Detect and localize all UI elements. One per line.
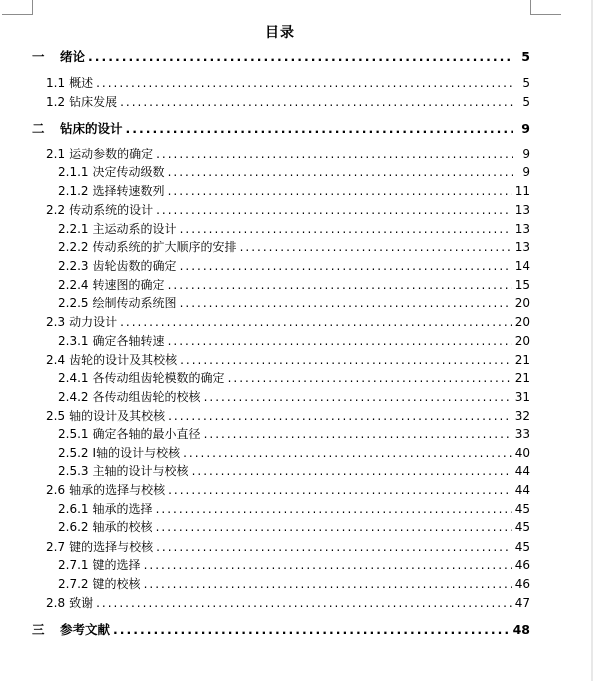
page-corner-mark-left <box>2 0 33 15</box>
toc-page-number: 20 <box>514 296 530 310</box>
toc-dot-leader <box>156 538 512 556</box>
toc-page-number: 21 <box>514 371 530 385</box>
toc-page-number: 21 <box>514 353 530 367</box>
toc-entry-text: 绘制传动系统图 <box>92 296 177 310</box>
toc-entry[interactable] <box>46 93 530 111</box>
toc-entry-number: 二 <box>32 121 45 136</box>
toc-entry-number: 2.4 <box>46 353 66 367</box>
toc-entry-text: 致谢 <box>69 596 94 610</box>
toc-entry-number: 2.2.1 <box>58 222 89 236</box>
toc-dot-leader <box>180 294 512 312</box>
toc-dot-leader <box>144 556 512 574</box>
toc-entry-text: 决定传动级数 <box>92 165 165 179</box>
page-corner-mark-right <box>530 0 561 15</box>
toc-entry[interactable] <box>46 351 530 369</box>
toc-dot-leader <box>120 93 513 111</box>
toc-page-number: 13 <box>514 222 530 236</box>
toc-dot-leader <box>168 407 512 425</box>
toc-page-number: 15 <box>514 278 530 292</box>
toc-page-number: 20 <box>514 315 530 329</box>
toc-entry[interactable] <box>58 163 530 181</box>
toc-entry-number: 2.1.1 <box>58 165 89 179</box>
toc-entry-text: 选择转速数列 <box>92 184 165 198</box>
toc-entry-number: 2.8 <box>46 596 66 610</box>
toc-page-number: 13 <box>514 203 530 217</box>
toc-entry[interactable] <box>58 257 530 275</box>
toc-entry-text: 各传动组齿轮的校核 <box>92 390 201 404</box>
toc-page-number: 5 <box>522 76 530 90</box>
toc-entry-text: 轴的设计及其校核 <box>69 409 166 423</box>
toc-page-number: 47 <box>514 596 530 610</box>
toc-entry[interactable] <box>58 294 530 312</box>
toc-entry[interactable] <box>58 369 530 387</box>
toc-entry-text: 参考文献 <box>60 622 111 637</box>
toc-page-number: 9 <box>521 121 530 136</box>
toc-entry-number: 2.6.1 <box>58 502 89 516</box>
toc-page-number: 14 <box>514 259 530 273</box>
toc-entry[interactable] <box>58 575 530 593</box>
toc-dot-leader <box>96 594 512 612</box>
toc-page-number: 11 <box>514 184 530 198</box>
toc-entry-number: 2.2.3 <box>58 259 89 273</box>
toc-dot-leader <box>180 257 512 275</box>
toc-entry[interactable] <box>46 538 530 556</box>
toc-dot-leader <box>96 74 513 92</box>
toc-entry[interactable] <box>46 481 530 499</box>
toc-entry-number: 2.5.2 <box>58 446 89 460</box>
toc-entry-text: 键的选择与校核 <box>69 540 154 554</box>
toc-entry[interactable] <box>46 313 530 331</box>
toc-dot-leader <box>120 313 512 331</box>
toc-page-number: 45 <box>514 502 530 516</box>
toc-entry-text: Ⅰ轴的设计与校核 <box>92 446 181 460</box>
toc-page-number: 5 <box>522 95 530 109</box>
toc-entry-number: 2.5.3 <box>58 464 89 478</box>
toc-entry[interactable] <box>58 276 530 294</box>
toc-dot-leader <box>156 201 512 219</box>
toc-entry-number: 1.2 <box>46 95 66 109</box>
toc-entry-text: 确定各轴的最小直径 <box>92 427 201 441</box>
toc-dot-leader <box>113 621 510 639</box>
toc-entry-text: 主轴的设计与校核 <box>92 464 189 478</box>
toc-entry-number: 2.1.2 <box>58 184 89 198</box>
toc-dot-leader <box>240 238 512 256</box>
toc-title: 目录 <box>265 25 295 41</box>
toc-entry-text: 绪论 <box>60 49 86 64</box>
toc-entry-text: 传动系统的设计 <box>69 203 154 217</box>
toc-entry-text: 运动参数的确定 <box>69 147 154 161</box>
toc-page-number: 45 <box>514 540 530 554</box>
toc-dot-leader <box>144 575 512 593</box>
toc-entry[interactable] <box>58 518 530 536</box>
toc-dot-leader <box>168 163 513 181</box>
toc-entry-number: 2.7.1 <box>58 558 89 572</box>
toc-entry-number: 2.4.2 <box>58 390 89 404</box>
toc-entry-number: 2.5 <box>46 409 66 423</box>
toc-entry[interactable] <box>58 388 530 406</box>
toc-entry-number: 2.1 <box>46 147 66 161</box>
toc-entry[interactable] <box>32 48 530 66</box>
toc-page-number: 5 <box>521 49 530 64</box>
toc-entry[interactable] <box>46 407 530 425</box>
toc-dot-leader <box>204 425 512 443</box>
toc-entry-number: 2.5.1 <box>58 427 89 441</box>
toc-entry-number: 2.7.2 <box>58 577 89 591</box>
toc-entry-text: 齿轮的设计及其校核 <box>69 353 178 367</box>
toc-dot-leader <box>180 351 512 369</box>
toc-entry[interactable] <box>46 74 530 92</box>
toc-page-number: 9 <box>522 147 530 161</box>
toc-page-number: 13 <box>514 240 530 254</box>
toc-entry-text: 钻床的设计 <box>60 121 123 136</box>
toc-entry-text: 主运动系的设计 <box>92 222 177 236</box>
toc-entry-text: 概述 <box>69 76 94 90</box>
toc-dot-leader <box>168 182 512 200</box>
toc-page-number: 44 <box>514 464 530 478</box>
toc-entry-text: 齿轮齿数的确定 <box>92 259 177 273</box>
toc-dot-leader <box>204 388 512 406</box>
toc-page-number: 40 <box>514 446 530 460</box>
toc-entry-text: 转速图的确定 <box>92 278 165 292</box>
toc-entry-number: 2.3.1 <box>58 334 89 348</box>
toc-page-number: 44 <box>514 483 530 497</box>
toc-entry[interactable] <box>46 201 530 219</box>
toc-entry-number: 2.4.1 <box>58 371 89 385</box>
toc-entry-text: 各传动组齿轮模数的确定 <box>92 371 225 385</box>
toc-dot-leader <box>183 444 512 462</box>
toc-entry-number: 1.1 <box>46 76 66 90</box>
toc-entry[interactable] <box>32 621 530 639</box>
toc-dot-leader <box>156 518 512 536</box>
toc-entry-number: 2.2.2 <box>58 240 89 254</box>
toc-dot-leader <box>228 369 512 387</box>
toc-entry-number: 一 <box>32 49 45 64</box>
toc-entry-text: 轴承的选择 <box>92 502 153 516</box>
toc-entry[interactable] <box>58 444 530 462</box>
toc-entry-text: 动力设计 <box>69 315 118 329</box>
toc-entry-number: 2.6 <box>46 483 66 497</box>
toc-dot-leader <box>156 145 513 163</box>
toc-page-number: 20 <box>514 334 530 348</box>
toc-entry-number: 2.2 <box>46 203 66 217</box>
toc-dot-leader <box>180 220 512 238</box>
toc-entry[interactable] <box>58 182 530 200</box>
toc-entry[interactable] <box>46 145 530 163</box>
toc-entry-number: 2.2.5 <box>58 296 89 310</box>
toc-entry[interactable] <box>32 120 530 138</box>
toc-page-number: 48 <box>512 622 530 637</box>
toc-dot-leader <box>168 276 512 294</box>
toc-entry-text: 键的校核 <box>92 577 141 591</box>
toc-entry[interactable] <box>58 500 530 518</box>
toc-page-number: 45 <box>514 520 530 534</box>
toc-page-number: 9 <box>522 165 530 179</box>
toc-dot-leader <box>168 332 512 350</box>
toc-dot-leader <box>156 500 512 518</box>
toc-entry[interactable] <box>58 462 530 480</box>
toc-dot-leader <box>88 48 513 66</box>
toc-page-number: 31 <box>514 390 530 404</box>
toc-entry-text: 轴承的校核 <box>92 520 153 534</box>
toc-entry-number: 三 <box>32 622 45 637</box>
toc-entry-text: 轴承的选择与校核 <box>69 483 166 497</box>
toc-entry-number: 2.6.2 <box>58 520 89 534</box>
toc-dot-leader <box>126 120 513 138</box>
toc-entry[interactable] <box>58 332 530 350</box>
toc-entry-number: 2.2.4 <box>58 278 89 292</box>
toc-entry[interactable] <box>58 425 530 443</box>
toc-page-number: 46 <box>514 558 530 572</box>
toc-entry[interactable] <box>58 238 530 256</box>
toc-dot-leader <box>192 462 512 480</box>
toc-dot-leader <box>168 481 512 499</box>
toc-entry-text: 确定各轴转速 <box>92 334 165 348</box>
toc-page-number: 33 <box>514 427 530 441</box>
toc-entry[interactable] <box>58 220 530 238</box>
toc-entry-text: 传动系统的扩大顺序的安排 <box>92 240 237 254</box>
toc-entry[interactable] <box>46 594 530 612</box>
toc-entry-number: 2.7 <box>46 540 66 554</box>
toc-entry-number: 2.3 <box>46 315 66 329</box>
toc-entry[interactable] <box>58 556 530 574</box>
toc-page-number: 46 <box>514 577 530 591</box>
toc-entry-text: 键的选择 <box>92 558 141 572</box>
toc-page-number: 32 <box>514 409 530 423</box>
toc-entry-text: 钻床发展 <box>69 95 118 109</box>
